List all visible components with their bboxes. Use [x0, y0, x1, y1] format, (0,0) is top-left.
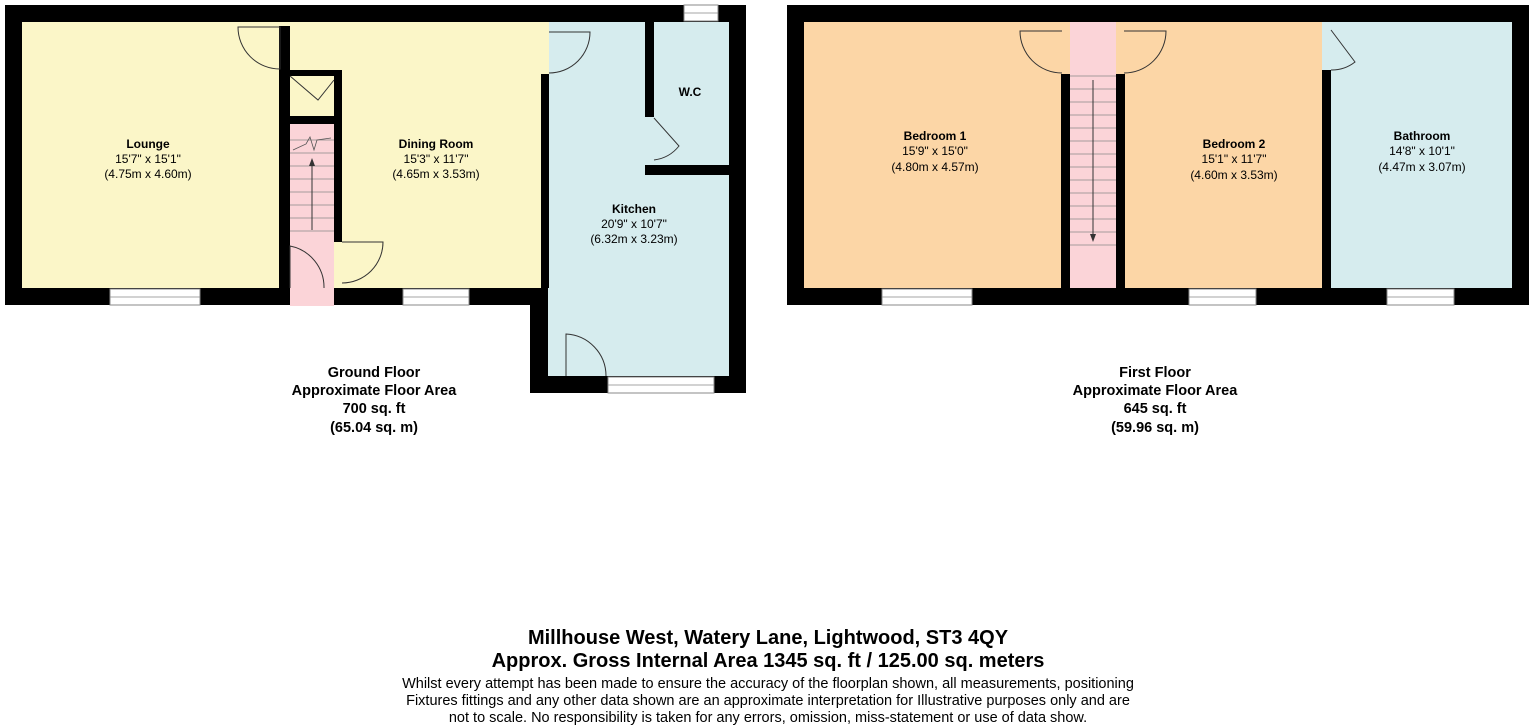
- bedroom-2-name: Bedroom 2: [1202, 137, 1266, 151]
- bathroom-name: Bathroom: [1393, 129, 1451, 143]
- bathroom-dimensions-imperial: 14'8" x 10'1": [1389, 144, 1455, 158]
- disclaimer-line: Whilst every attempt has been made to ensure the accuracy of the floorplan shown, all measurements, positioning: [402, 676, 1134, 692]
- bathroom-door-opening: [1322, 22, 1331, 70]
- lounge-dining-door-opening: [279, 22, 290, 26]
- ground-floor-title: Ground Floor: [327, 365, 421, 381]
- bedroom-1-name: Bedroom 1: [903, 129, 967, 143]
- ground-floor-area-caption: Approximate Floor Area: [291, 383, 457, 399]
- first-floor-area-sqm: (59.96 sq. m): [1111, 420, 1199, 436]
- cupboard-wall-top: [279, 70, 341, 76]
- ground-floor-area-sqft: 700 sq. ft: [342, 401, 406, 417]
- first-floor-area-sqft: 645 sq. ft: [1123, 401, 1187, 417]
- bedroom-1-stairs-wall: [1061, 74, 1070, 288]
- dining-room-dimensions-imperial: 15'3" x 11'7": [403, 152, 469, 166]
- kitchen-dimensions-imperial: 20'9" x 10'7": [601, 217, 667, 231]
- kitchen-dimensions-metric: (6.32m x 3.23m): [590, 232, 678, 246]
- plan-footer: [0, 627, 1536, 727]
- stairs-bedroom-2-wall: [1116, 74, 1125, 288]
- wc-side-wall: [645, 22, 654, 117]
- lounge-dining-partition-wall: [279, 68, 290, 288]
- first-floor-title: First Floor: [1119, 365, 1191, 381]
- disclaimer-line: Fixtures fittings and any other data shown are an approximate interpretation for Illustrative purposes only and are: [406, 693, 1130, 709]
- bedroom-2-bathroom-wall: [1322, 70, 1331, 288]
- ground-floor-area-sqm: (65.04 sq. m): [330, 420, 418, 436]
- disclaimer: [0, 676, 1536, 727]
- disclaimer-line: not to scale. No responsibility is taken for any errors, omission, miss-statement or use of data show.: [448, 710, 1088, 726]
- first-floor-area-caption: Approximate Floor Area: [1072, 383, 1238, 399]
- bedroom-1-dimensions-metric: (4.80m x 4.57m): [891, 160, 979, 174]
- first-floor-plan: [787, 5, 1529, 436]
- bedroom-2-dimensions-metric: (4.60m x 3.53m): [1190, 168, 1278, 182]
- bedroom-1-dimensions-imperial: 15'9" x 15'0": [902, 144, 968, 158]
- hallway-floor: [290, 242, 334, 306]
- bedroom-1-door-opening: [1061, 22, 1070, 74]
- gross-internal-area: Approx. Gross Internal Area 1345 sq. ft / 125.00 sq. meters: [491, 650, 1045, 672]
- hall-opening-dining: [334, 242, 342, 288]
- property-address: Millhouse West, Watery Lane, Lightwood, ST3 4QY: [527, 627, 1009, 649]
- cupboard-wall-right: [334, 70, 342, 242]
- bedroom-2-door-opening: [1116, 22, 1125, 74]
- dining-kitchen-door-opening: [541, 22, 549, 74]
- dining-kitchen-wall: [541, 74, 549, 288]
- lounge-dimensions-metric: (4.75m x 4.60m): [104, 167, 192, 181]
- bathroom-dimensions-metric: (4.47m x 3.07m): [1378, 160, 1466, 174]
- dining-room-dimensions-metric: (4.65m x 3.53m): [392, 167, 480, 181]
- wc-bottom-wall: [645, 165, 729, 175]
- lounge-name: Lounge: [126, 137, 170, 151]
- dining-room-name: Dining Room: [398, 137, 474, 151]
- ground-floor-plan: [5, 5, 746, 436]
- bedroom-2-dimensions-imperial: 15'1" x 11'7": [1201, 152, 1267, 166]
- lounge-dimensions-imperial: 15'7" x 15'1": [115, 152, 181, 166]
- kitchen-name: Kitchen: [611, 202, 657, 216]
- cupboard-wall-bottom: [282, 116, 340, 124]
- wc-name: W.C: [678, 85, 702, 99]
